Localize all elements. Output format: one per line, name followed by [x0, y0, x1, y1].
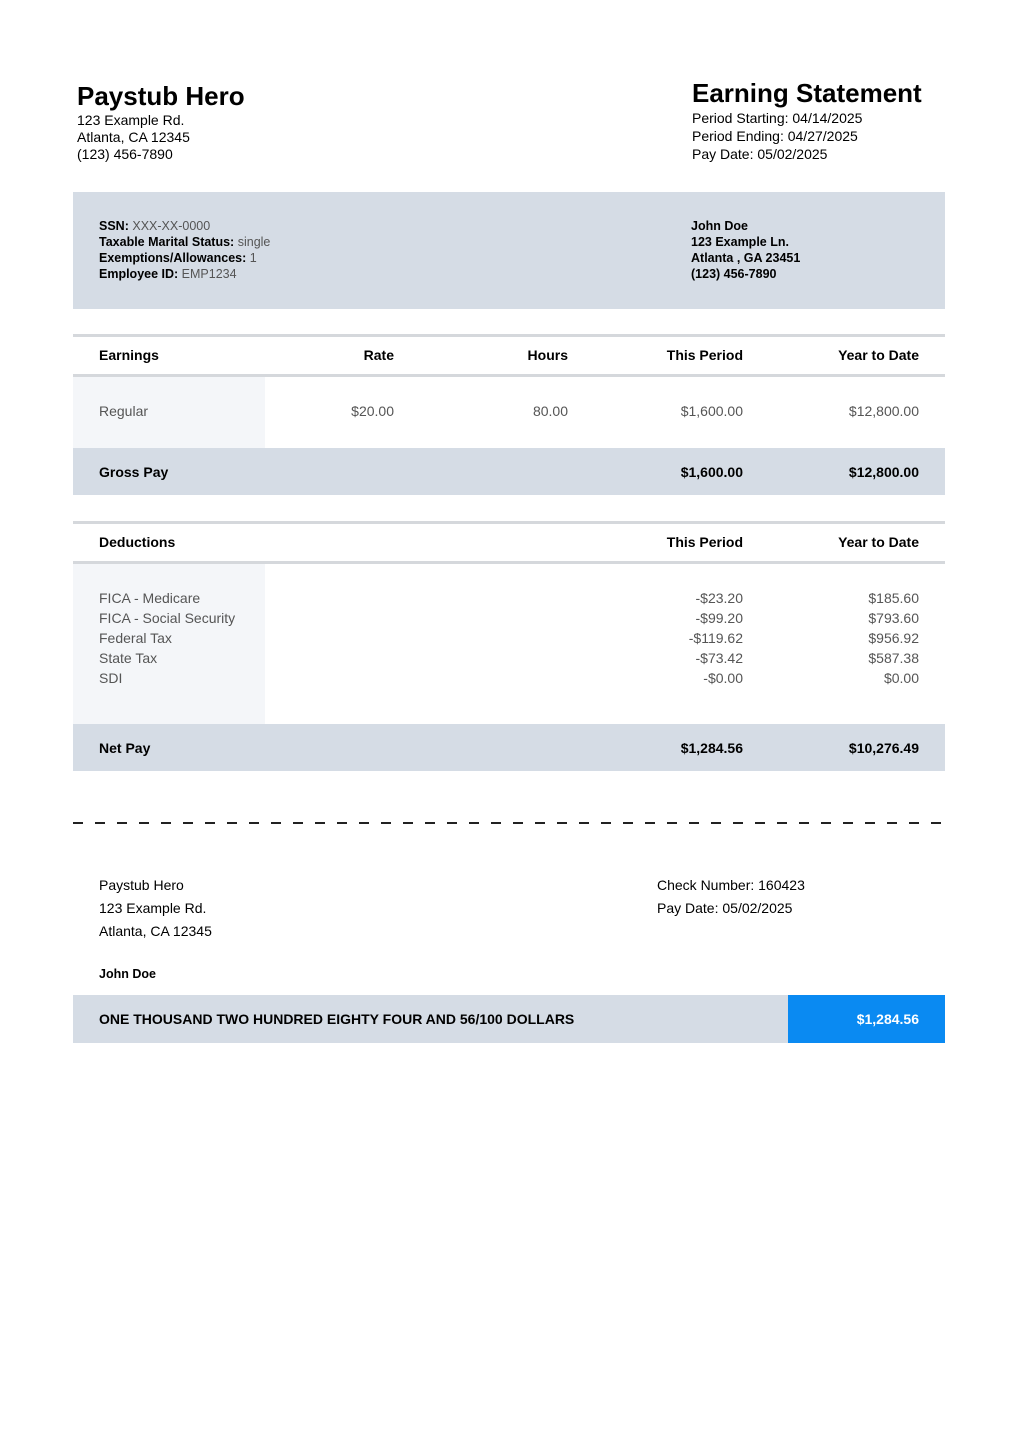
company-address-line2: Atlanta, CA 12345 [77, 129, 190, 145]
company-phone: (123) 456-7890 [77, 146, 173, 162]
deduction-name: FICA - Medicare [99, 590, 201, 606]
deduction-ytd: $956.92 [868, 630, 919, 646]
deduction-this-period: -$73.42 [695, 650, 743, 666]
exemptions-value: 1 [249, 251, 257, 265]
hours-header: Hours [527, 347, 568, 363]
check-company-address-line1: 123 Example Rd. [99, 900, 207, 916]
net-pay-label: Net Pay [99, 740, 151, 756]
check-pay-date: Pay Date: 05/02/2025 [657, 900, 793, 916]
employee-phone: (123) 456-7890 [691, 267, 777, 281]
company-name: Paystub Hero [77, 81, 245, 111]
gross-pay-this-period: $1,600.00 [680, 464, 743, 480]
check-number: Check Number: 160423 [657, 877, 805, 893]
check-company-name: Paystub Hero [99, 877, 184, 893]
check-company-address-line2: Atlanta, CA 12345 [99, 923, 212, 939]
earnings-row-this-period: $1,600.00 [680, 403, 743, 419]
rate-header: Rate [363, 347, 394, 363]
deductions-this-period-header: This Period [666, 534, 743, 550]
earnings-header: Earnings [99, 347, 159, 363]
deduction-this-period: -$23.20 [695, 590, 743, 606]
deduction-ytd: $185.60 [868, 590, 919, 606]
employee-name: John Doe [691, 219, 748, 233]
gross-pay-ytd: $12,800.00 [848, 464, 919, 480]
statement-title: Earning Statement [692, 78, 922, 108]
earnings-row-name: Regular [99, 403, 149, 419]
earnings-row-ytd: $12,800.00 [848, 403, 919, 419]
exemptions-row [99, 250, 257, 266]
net-pay-this-period: $1,284.56 [680, 740, 743, 756]
pay-date: Pay Date: 05/02/2025 [692, 146, 828, 162]
deduction-this-period: -$0.00 [703, 670, 743, 686]
check-amount: $1,284.56 [856, 1011, 919, 1027]
deduction-name: Federal Tax [99, 630, 172, 646]
employee-id-label: Employee ID: [99, 267, 179, 281]
ssn-label: SSN: [99, 219, 129, 233]
marital-status-label: Taxable Marital Status: [99, 235, 235, 249]
deduction-name: State Tax [99, 650, 158, 666]
deduction-this-period: -$119.62 [688, 630, 743, 646]
employee-id-row [99, 266, 237, 282]
deductions-header: Deductions [99, 534, 176, 550]
marital-status-value: single [237, 235, 271, 249]
net-pay-ytd: $10,276.49 [848, 740, 919, 756]
company-address-line1: 123 Example Rd. [77, 112, 185, 128]
amount-in-words: ONE THOUSAND TWO HUNDRED EIGHTY FOUR AND 56/100 DOLLARS [99, 1011, 575, 1027]
marital-status-row [99, 234, 270, 250]
earnings-row-rate: $20.00 [351, 403, 394, 419]
deduction-ytd: $587.38 [868, 650, 919, 666]
employee-address-line2: Atlanta , GA 23451 [691, 251, 801, 265]
deduction-name: FICA - Social Security [99, 610, 236, 626]
deduction-ytd: $0.00 [883, 670, 919, 686]
period-end: Period Ending: 04/27/2025 [692, 128, 858, 144]
exemptions-label: Exemptions/Allowances: [99, 251, 247, 265]
ssn-value: XXX-XX-0000 [132, 219, 211, 233]
earnings-top-rule [73, 334, 945, 337]
employee-id-value: EMP1234 [181, 267, 237, 281]
ssn-row [99, 218, 210, 234]
check-payee: John Doe [99, 967, 156, 981]
period-start: Period Starting: 04/14/2025 [692, 110, 863, 126]
earnings-this-period-header: This Period [666, 347, 743, 363]
earnings-ytd-header: Year to Date [838, 347, 919, 363]
employee-address-line1: 123 Example Ln. [691, 235, 789, 249]
deduction-this-period: -$99.20 [695, 610, 743, 626]
deductions-top-rule [73, 521, 945, 524]
deductions-ytd-header: Year to Date [838, 534, 919, 550]
earnings-row-hours: 80.00 [532, 403, 568, 419]
deduction-ytd: $793.60 [868, 610, 919, 626]
gross-pay-label: Gross Pay [99, 464, 169, 480]
deduction-name: SDI [99, 670, 123, 686]
cut-line [73, 822, 945, 824]
